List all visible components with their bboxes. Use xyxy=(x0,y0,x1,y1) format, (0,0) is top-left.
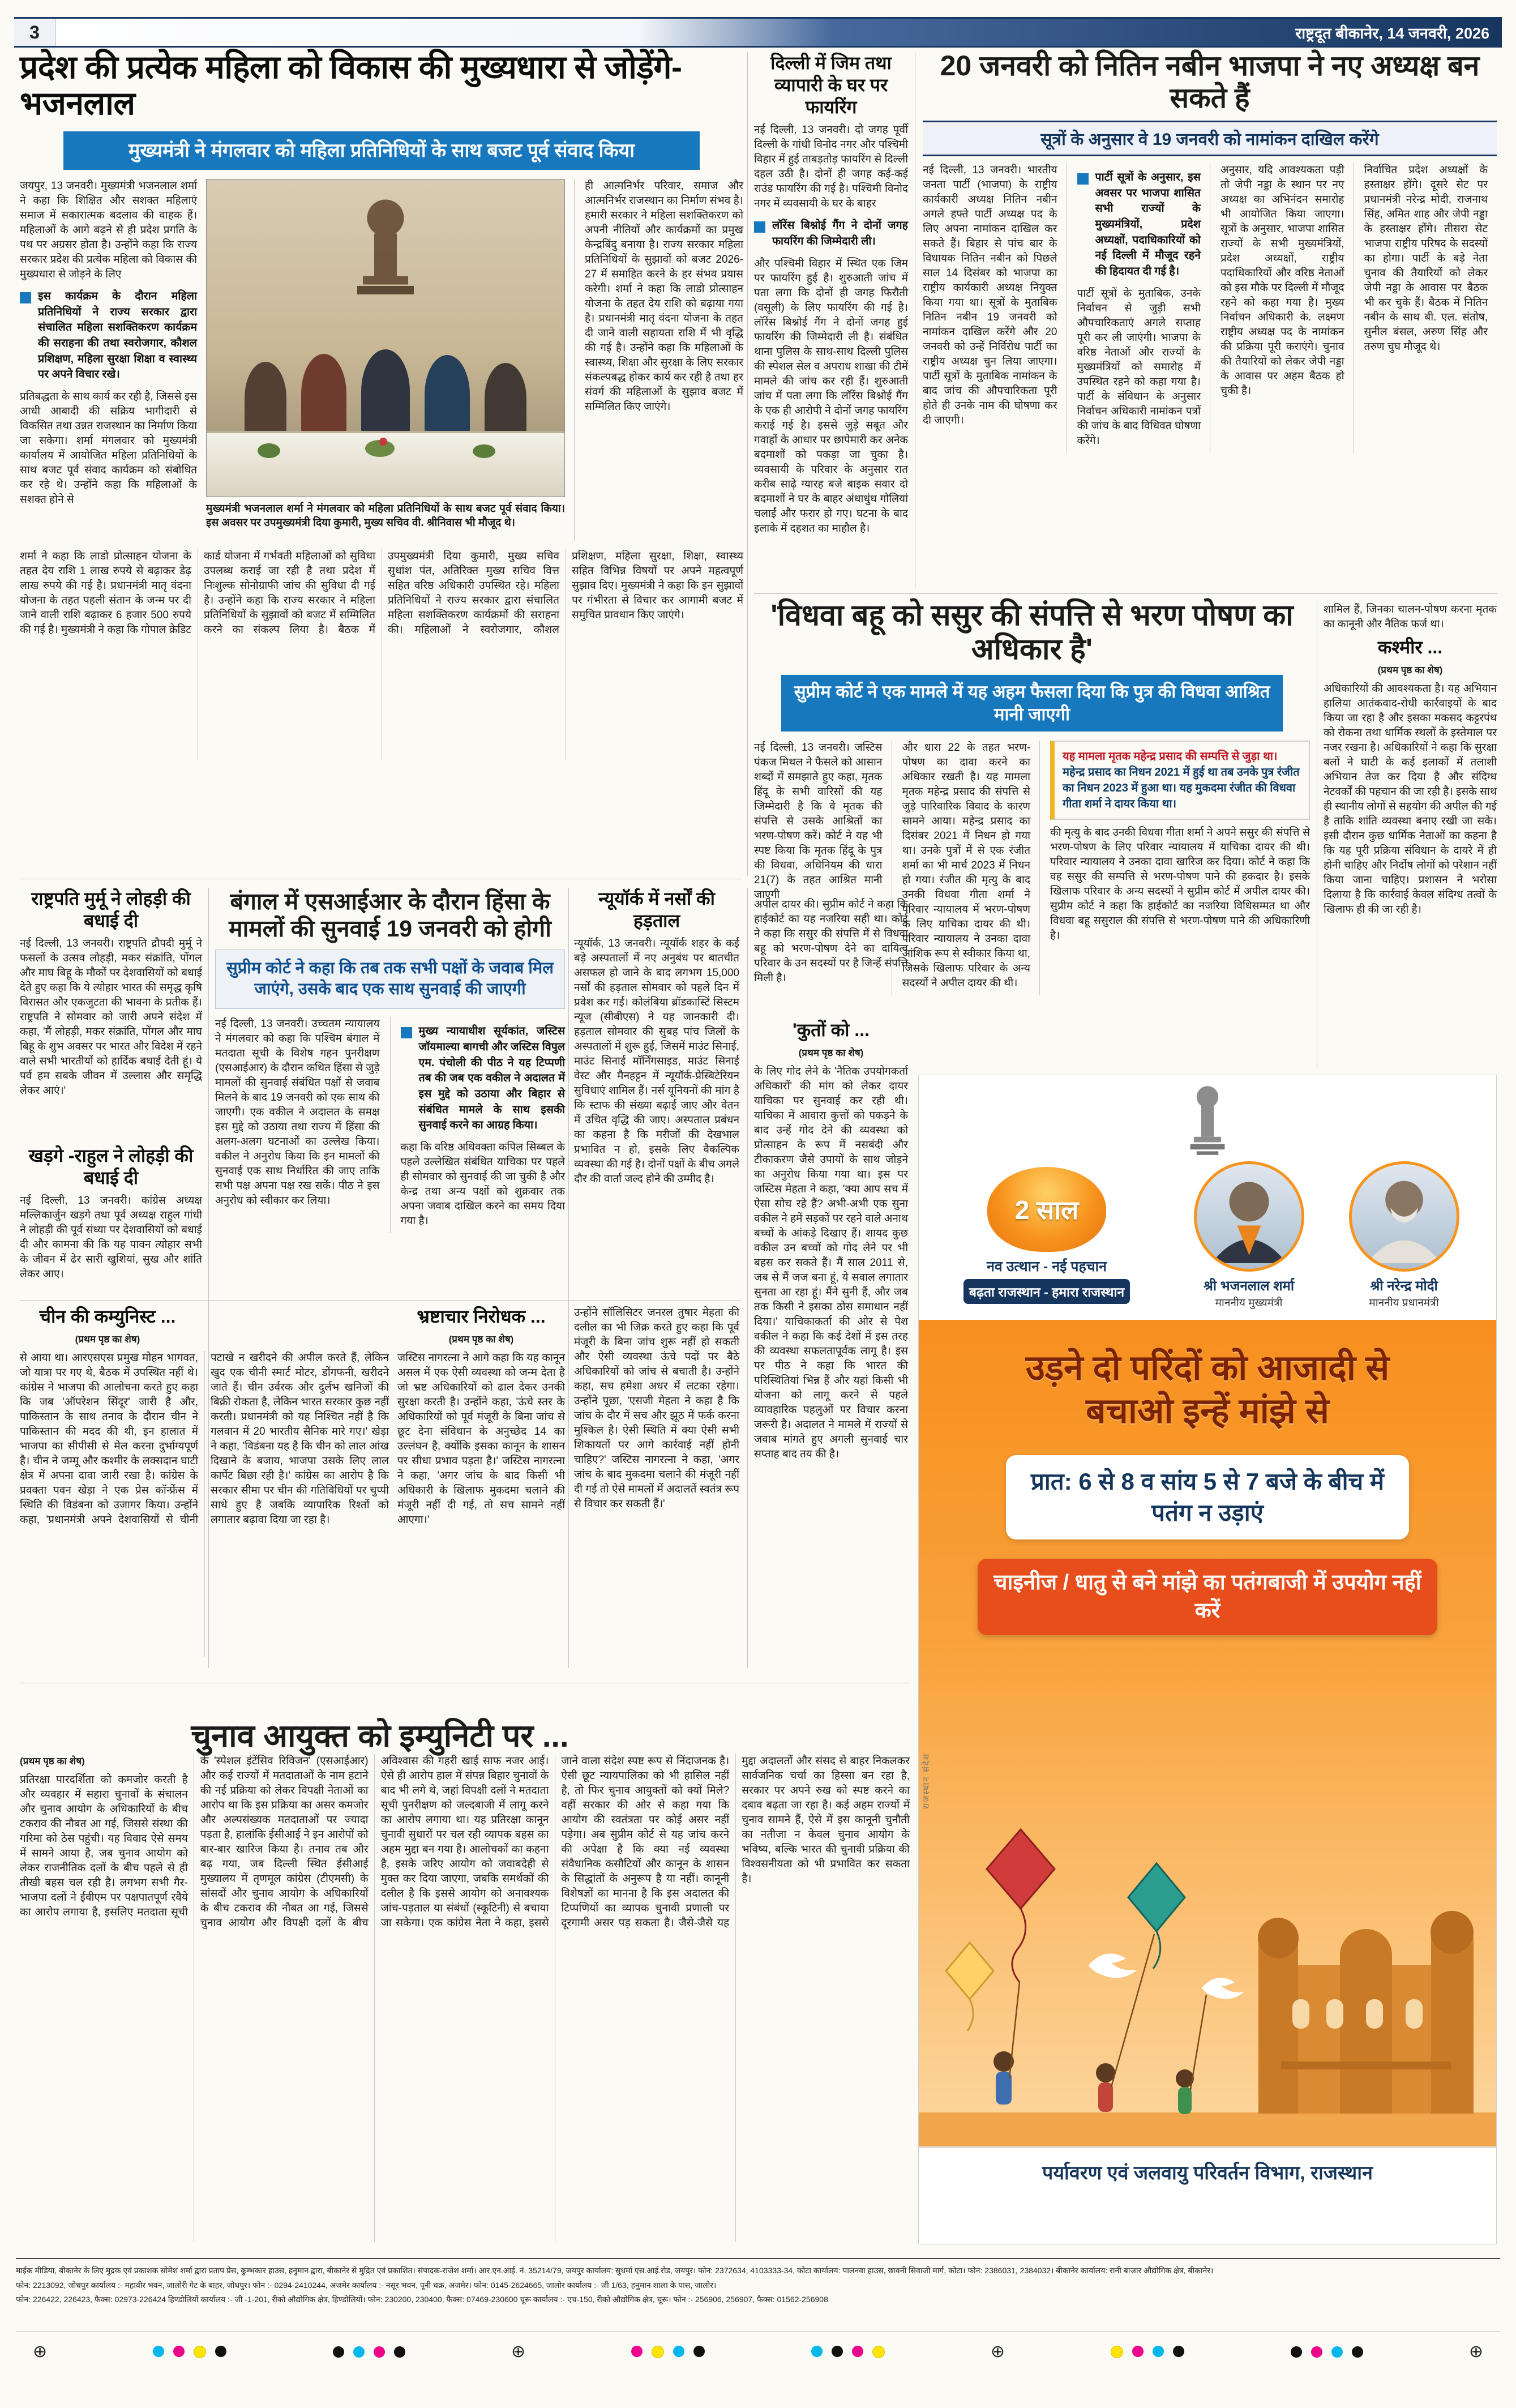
logo-tagline-2: बढ़ता राजस्थान - हमारा राजस्थान xyxy=(963,1279,1130,1304)
election-headline: चुनाव आयुक्त को इम्युनिटी पर ... xyxy=(191,1717,569,1753)
crosshair-mark-icon: ⊕ xyxy=(33,2342,48,2361)
pm-title: माननीय प्रधानमंत्री xyxy=(1369,1297,1439,1309)
ad-time-notice: प्रात: 6 से 8 व सांय 5 से 7 बजे के बीच में पतंग न उड़ाएं xyxy=(1006,1455,1409,1539)
person-silhouette-icon xyxy=(1355,1164,1454,1263)
edition-title: राष्ट्रदूत बीकानेर, 14 जनवरी, 2026 xyxy=(1295,24,1489,42)
lead-body-right: ही आत्मनिर्भर परिवार, समाज और आत्मनिर्भर राजस्थान का निर्माण संभव है। हमारी सरकार ने महिला सशक्तिकरण को अपनी नीतियों और कार्यक्रमों का प्रमुख केन्द्रबिंदु बनाया है। राज्य सरकार महिला प्रतिनिधियों के सुझावों को बजट 2026-27 में समाहित करने के हर संभव प्रयास करेगी। शर्मा ने कहा कि लाडो प्रोत्साहन योजना के तहत देय राशि को बढ़ाया गया है। प्रधानमंत्री मातृ वंदना योजना के तहत दी जाने वाली सहायता राशि में भी वृद्धि की गई है। उन्होंने कहा कि महिलाओं के स्वास्थ्य, शिक्षा और सुरक्षा के लिए सरकार संकल्पबद्ध होकर कार्य कर रही है तथा हर संवर्ग की महिलाओं के सुझाव बजट में सम्मिलित किए जाएंगे। xyxy=(585,179,743,413)
lead-headline: प्रदेश की प्रत्येक महिला को विकास की मुख्यधारा से जोड़ेंगे- भजनलाल xyxy=(20,49,682,122)
election-body: प्रतिरक्षा पारदर्शिता को कमजोर करती है और व्यवहार में सहारा चुनावों के संचालन और चुनाव आयोग के अधिकारियों के बीच टकराव की नौबत आ गई, जिससे संस्था की गरिमा को ठेस पहुंची। यह विवाद ऐसे समय में सामने आया है, जब चुनाव आयोग को लेकर राजनीतिक दलों के बीच पहले से ही तीखी बहस चल रही है। लगभग सभी गैर-भाजपा दलों ने ईवीएम पर पक्षपातपूर्ण रवैये का आरोप लगाया है, इसलिए मतदाता सूची के 'स्पेशल इंटेंसिव रिविजन' (एसआईआर) और कई राज्यों में मतदाताओं के नाम हटाने की नई प्रक्रिया को लेकर विपक्षी नेताओं का आरोप था कि इस प्रक्रिया का असर कमजोर और अल्पसंख्यक मतदाताओं पर ज्यादा पड़ता है, हालांकि ईसीआई ने इन आरोपों को बार-बार खारिज किया है। तनाव तब और बढ़ गया, जब दिल्ली स्थित ईसीआई मुख्यालय में तृणमूल कांग्रेस (टीएमसी) के सांसदों और चुनाव आयोग के अधिकारियों के बीच टकराव की नौबत आ गई, जिससे चुनाव आयोग और विपक्षी दलों के बीच अविश्वास की गहरी खाई साफ नजर आई। ऐसे ही आरोप हाल में संपन्न बिहार चुनावों के बाद भी लगे थे, जहां विपक्षी दलों ने मतदाता सूची पुनरीक्षण को जल्दबाजी में लागू करने का आरोप लगाया था। यह प्रतिरक्षा कानून चुनावी सुधारों पर चल रही व्यापक बहस का अहम मुद्दा बन गया है। आलोचकों का कहना है, इसके जरिए आयोग को जवाबदेही से मुक्त कर दिया जाएगा, जबकि समर्थकों की दलील है कि इससे आयोग को अनावश्यक जांच-पड़ताल या संबंधों (स्कूटिनी) से बचाया जा सकेगा। एक कांग्रेस नेता ने कहा, इससे जाने वाला संदेश स्पष्ट रूप से निंदाजनक है। ऐसी छूट न्यायपालिका को भी हासिल नहीं है, तो फिर चुनाव आयुक्तों को क्यों मिले? वहीं सरकार की ओर से कहा गया कि आयोग की स्वतंत्रता पर कोई असर नहीं पड़ेगा। अब सुप्रीम कोर्ट से यह जांच करने की अपेक्षा है कि क्या नई व्यवस्था संवैधानिक कसौटियों और कानून के शासन के सिद्धांतों के अनुरूप है या नहीं। कानूनी विशेषज्ञों का मानना है कि इस अदालत की टिप्पणियों का व्यापक चुनावी प्रणाली पर दूरगामी असर पड़ सकता है। जैसे-जैसे यह मुद्दा अदालतों और संसद से बाहर निकलकर सार्वजनिक चर्चा का हिस्सा बन रहा है, सरकार पर अपने रुख को स्पष्ट करने का दबाव बढ़ता जा रहा है। कई अहम राज्यों में चुनाव सामने हैं, ऐसे में इस कानूनी चुनौती का नतीजा न केवल चुनाव आयोग के भविष्य, बल्कि भारत की चुनावी प्रक्रिया की विश्वसनीयता को भी प्रभावित कर सकता है। xyxy=(20,1755,910,1930)
lohri-kharge-heading: खड़गे -राहुल ने लोहड़ी की बधाई दी xyxy=(28,1145,194,1188)
imprint-line-1: माईक मीडिया, बीकानेर के लिए मुद्रक एवं प्रकाशक सोमेश शर्मा द्वारा प्रताप प्रेस, कुम्भकार हाउस, हनुमान द्वारा, बीकानेर से मुद्रित एवं प्रकाशित। संपादक-राजेश शर्मा। आर.एन.आई. नं. 35214/79, जयपुर कार्यालय: सुधर्मा एस.आई.रोड, जयपुर। फोन: 2372634, 4103333-34, कोटा कार्यालय: पालनवा हाउस, छावनी सिवाजी मार्ग, कोटा। फोन: 2386031, 2384032। बीकानेर कार्यालय: रानी बाजार औद्योगिक क्षेत्र, बीकानेर। xyxy=(16,2266,1214,2275)
child-figure xyxy=(1176,1995,1206,2114)
cmyk-dot-group xyxy=(1111,2346,1184,2358)
widow-cont-body: अपील दायर की। सुप्रीम कोर्ट ने कहा कि हाईकोर्ट का यह नजरिया सही था। कोर्ट ने कहा कि ससुर की संपत्ति में से विधवा बहू को भरण-पोषण देने का दायित्व परिवार के उन सदस्यों पर है जिन्हें संपत्ति मिली है। xyxy=(754,899,908,985)
bjp-highlight-text: पार्टी सूत्रों के अनुसार, इस अवसर पर भाजपा शासित सभी राज्यों के मुख्यमंत्रियों, प्रदेश अध्यक्षों, पदाधिकारियों को नई दिल्ली में मौजूद रहने की हिदायत दी गई है। xyxy=(1095,171,1201,278)
pm-portrait-block xyxy=(1349,1161,1459,1310)
cmyk-dot-group xyxy=(631,2346,705,2358)
widow-column-2 xyxy=(892,741,1031,995)
person-figure xyxy=(245,362,286,434)
continued-tag: (प्रथम पृष्ठ का शेष) xyxy=(798,1047,864,1059)
dove-icon xyxy=(1202,1978,1244,1999)
article-ny-nurses xyxy=(574,888,739,1191)
lead-highlight-box xyxy=(20,289,197,383)
kite-icon xyxy=(987,1829,1055,1982)
ashoka-emblem-icon xyxy=(343,195,428,303)
bengal-column-2 xyxy=(390,1017,566,1233)
china-heading: चीन की कम्युनिस्ट ... xyxy=(39,1306,176,1327)
nurses-body: न्यूयॉर्क, 13 जनवरी। न्यूयॉर्क शहर के कई बड़े अस्पतालों में नए अनुबंध पर बातचीत असफल हो जाने के बाद लगभग 15,000 नर्सों की हड़ताल सोमवार को पहले दिन में प्रवेश कर गई। कोलंबिया ब्रॉडकास्टिं सिस्टम न्यूज (सीबीएस) ने यह जानकारी दी। हड़ताल सोमवार की सुबह पांच जिलों के अस्पतालों में शुरू हुई, जिसमें माउंट सिनाई, माउंट सिनाई मॉर्निंगसाइड, माउंट सिनाई वेस्ट और मैनहट्टन में न्यूयॉर्क-प्रेस्बिटेरियन सुविधाएं शामिल हैं। नर्स यूनियनों की मांग है कि स्टाफ की संख्या बढ़ाई जाए और वेतन में उचित वृद्धि की जाए। अस्पताल प्रबंधन का कहना है कि मरीजों की देखभाल प्रभावित न हो, इसके लिए वैकल्पिक व्यवस्था की गई है। दोनों पक्षों के बीच अगले दौर की वार्ता जल्द होने की उम्मीद है। xyxy=(574,938,739,1186)
article-bengal-sir xyxy=(215,888,565,1233)
ad-department: पर्यावरण एवं जलवायु परिवर्तन विभाग, राजस्थान xyxy=(919,2146,1496,2196)
cmyk-dot-group xyxy=(1291,2346,1363,2358)
widow-headline: 'विधवा बहू को ससुर की संपत्ति से भरण पोषण का अधिकार है' xyxy=(770,599,1294,666)
ad-headline-line-1: उड़ने दो परिंदों को आजादी से xyxy=(1025,1349,1390,1388)
bjp-column-1 xyxy=(923,163,1067,453)
lohri-president-body: नई दिल्ली, 13 जनवरी। राष्ट्रपति द्रौपदी मुर्मू ने फसलों के उत्सव लोहड़ी, मकर संक्रांति, पोंगल और माघ बिहू के मौकों पर देशवासियों को बधाई देते हुए कहा कि ये त्योहार भारत की समृद्ध कृषि विरासत और एकजुटता की भावना के प्रतीक हैं। राष्ट्रपति ने सोमवार को जारी अपने संदेश में कहा, 'मैं लोहड़ी, मकर संक्रांति, पोंगल और माघ बिहू के शुभ अवसर पर भारत और विदेश में रहने वाले सभी भारतीयों को हार्दिक बधाई देती हूं। ये पर्व हम सबके जीवन में उल्लास और समृद्धि लेकर आएं।' xyxy=(20,938,202,1097)
kashmir-intro: शामिल हैं, जिनका चालन-पोषण करना मृतक का कानूनी और नैतिक फर्ज था। xyxy=(1324,604,1497,631)
flower-decoration xyxy=(379,438,387,446)
person-silhouette-icon xyxy=(1200,1164,1299,1263)
bjp-body-3: अनुसार, यदि आवश्यकता पड़ी तो जेपी नड्डा के स्थान पर नए अध्यक्ष का अभिनंदन समारोह भी आयोजित किया जाएगा। सूत्रों के अनुसार, भाजपा शासित राज्यों के सभी मुख्यमंत्रियों, प्रदेश अध्यक्षों, राष्ट्रीय पदाधिकारियों और वरिष्ठ नेताओं को इस मौके पर दिल्ली में मौजूद रहने को कहा गया है। मुख्य निर्वाचन अधिकारी के. लक्ष्मण राष्ट्रीय अध्यक्ष पद के नामांकन की प्रक्रिया पूरी कराएंगे। चुनाव की तैयारियों को लेकर जेपी नड्डा के आवास पर अहम बैठक हो चुकी है। xyxy=(1220,164,1344,397)
person-figure xyxy=(485,363,526,434)
logo-years: 2 साल xyxy=(1014,1195,1079,1225)
photo-caption: मुख्यमंत्री भजनलाल शर्मा ने मंगलवार को महिला प्रतिनिधियों के साथ बजट पूर्व संवाद किया। इस अवसर पर उपमुख्यमंत्री दिया कुमारी, मुख्य सचिव वी. श्रीनिवास भी मौजूद थे। xyxy=(206,502,566,529)
crosshair-mark-icon: ⊕ xyxy=(1468,2342,1483,2361)
cm-photo xyxy=(1194,1161,1304,1272)
bullet-square-icon xyxy=(1077,173,1089,185)
widow-case-box-lead: यह मामला मृतक महेन्द्र प्रसाद की सम्पत्ति से जुड़ा था। xyxy=(1063,750,1278,763)
election-body-columns xyxy=(20,1754,910,2242)
delhi-highlight-box xyxy=(754,218,908,249)
nurses-heading: न्यूयॉर्क में नर्सों की हड़ताल xyxy=(598,888,715,931)
article-graft-continuation xyxy=(397,1306,565,1532)
bjp-body-2: पार्टी सूत्रों के मुताबिक, उनके निर्वाचन से जुड़ी सभी औपचारिकताएं अगले सप्ताह पूरी कर ली जाएंगी। भाजपा के वरिष्ठ नेताओं और राज्यों के मुख्यमंत्रियों को समारोह में उपस्थित रहने को कहा गया है। पार्टी के संविधान के अनुसार निर्वाचन अधिकारी नामांकन पत्रों की जांच के बाद विधिवत घोषणा करेंगे। xyxy=(1077,287,1201,447)
bjp-column-3 xyxy=(1210,163,1354,453)
lead-column-right xyxy=(574,179,743,541)
graft-continuation-column-2 xyxy=(574,1306,739,1516)
meeting-photo xyxy=(206,179,565,497)
cm-title: माननीय मुख्यमंत्री xyxy=(1215,1297,1283,1309)
bengal-body-1: नई दिल्ली, 13 जनवरी। उच्चतम न्यायालय ने मंगलवार को कहा कि पश्चिम बंगाल में मतदाता सूची के विशेष गहन पुनरीक्षण (एसआईआर) के दौरान कथित हिंसा से जुड़े मामलों की सुनवाई संबंधित पक्षों से जवाब मिलने के बाद 19 जनवरी को एक साथ की जाएगी। एक वकील ने अदालत के समक्ष इस मुद्दे को उठाया तथा राज्य में हिंसा की अलग-अलग घटनाओं का उल्लेख किया। वकील ने अनुरोध किया कि इन मामलों की सुनवाई एक साथ निर्धारित की जाए ताकि सभी पक्ष अपना पक्ष रख सकें। पीठ ने इस अनुरोध को स्वीकार कर लिया। xyxy=(215,1018,380,1207)
cmyk-dot-group xyxy=(811,2346,885,2358)
bjp-body-4: निर्वाचित प्रदेश अध्यक्षों के हस्ताक्षर होंगे। दूसरे सेट पर प्रधानमंत्री नरेन्द्र मोदी, राजनाथ सिंह, अमित शाह और जेपी नड्डा के हस्ताक्षर होंगे। तीसरा सेट भाजपा राष्ट्रीय परिषद के सदस्यों का होगा। पार्टी के बड़े नेता चुनाव की तैयारियों को लेकर जेपी नड्डा के आवास पर बैठक भी कर चुके हैं। बैठक में नितिन नबीन के साथ बी. एल. संतोष, सुनील बंसल, अरुण सिंह और तरुण चुघ मौजूद थे। xyxy=(1364,164,1488,353)
bengal-headline: बंगाल में एसआईआर के दौरान हिंसा के मामलों की सुनवाई 19 जनवरी को होगी xyxy=(229,888,551,942)
column-rule xyxy=(747,52,748,876)
crosshair-mark-icon: ⊕ xyxy=(990,2342,1005,2361)
ad-headline xyxy=(919,1347,1496,1432)
bullet-square-icon xyxy=(401,1027,412,1038)
bengal-column-1 xyxy=(215,1017,380,1233)
ad-warning: चाइनीज / धातु से बने मांझे का पतंगबाजी में उपयोग नहीं करें xyxy=(978,1559,1437,1635)
article-kashmir-continuation xyxy=(1324,602,1497,922)
pm-photo xyxy=(1349,1161,1459,1272)
dogs-body: के लिए गोद लेने के 'नैतिक उपयोगकर्ता अधिकारों' की मांग को लेकर दायर याचिका पर सुनवाई कर रही थी। याचिका में आवारा कुत्तों को पकड़ने के बाद उन्हें गोद देने की व्यवस्था को प्रोत्साहन के रूप में नसबंदी और टीकाकरण जैसे उपायों के साथ जोड़ने का अनुरोध किया गया था। इस पर जस्टिस मेहता ने कहा, 'क्या आप सच में ऐसा सोच रहे हैं? अभी-अभी एक सुना वकील ने हमें सड़कों पर रहने वाले अनाथ बच्चों के आंकड़े दिखाए हैं। शायद कुछ वकील उन बच्चों को गोद लेने पर भी बहस कर सकते हैं। मैं साल 2011 से, जब से मैं जज बना हूं, ये सवाल लगातार सुनता आ रहा हूं। मैंने सुनी हैं, और जब तक किसी ने इसका ठोस समाधान नहीं दिया।' याचिकाकर्ता की ओर से पेश वकील ने कहा कि कई देशों में इस तरह की व्यवस्था सफलतापूर्वक लागू है। इस पर पीठ ने कहा कि भारत की परिस्थितियां भिन्न हैं और यहां किसी भी योजना को लागू करने से पहले व्यावहारिक पहलुओं पर विचार करना जरूरी है। अदालत ने मामले में राज्यों से जवाब मांगते हुए अगली सुनवाई चार सप्ताह बाद तय की है। xyxy=(754,1066,908,1461)
lead-subhead: मुख्यमंत्री ने मंगलवार को महिला प्रतिनिधियों के साथ बजट पूर्व संवाद किया xyxy=(63,131,700,170)
kite-illustration xyxy=(919,1795,1496,2146)
person-figure xyxy=(301,354,346,434)
kashmir-heading: कश्मीर ... xyxy=(1377,637,1443,658)
imprint-line-3: फोन: 226422, 226423, फैक्स: 02973-226424 हिण्डोलियों कार्यालय :- जी -1-201, रीको औद्योगिक क्षेत्र, हिण्डोलियों। फोन: 230200, 230400, फैक्स: 07469-230600 चूरू कार्यालय :- एच-150, रीको औद्योगिक क्षेत्र, चूरू। फोन :- 256906, 256907, फैक्स: 01562-256908 xyxy=(16,2295,828,2304)
widow-body-1: नई दिल्ली, 13 जनवरी। जस्टिस पंकज मिथल ने फैसले को आसान शब्दों में समझाते हुए कहा, मृतक हिंदू के सभी वारिसों की यह जिम्मेदारी है कि वे मृतक की संपत्ति से उसके आश्रितों का भरण-पोषण करें। कोर्ट ने यह भी स्पष्ट किया कि मृतक हिंदू के पुत्र की विधवा, अधिनियम की धारा 21(7) के तहत आश्रित मानी जाएगी xyxy=(754,742,883,901)
kashmir-body: अधिकारियों की आवश्यकता है। यह अभियान हालिया आतंकवाद-रोधी कार्रवाइयों के बाद किया जा रहा है और इसका मकसद कट्टरपंथ को रोकना तथा धार्मिक स्थलों के इस्तेमाल पर नजर रखना है। अधिकारियों ने कहा कि सुरक्षा बलों ने घाटी के कई इलाकों में तलाशी अभियान तेज कर दिया है और संदिग्ध नेटवर्कों की पहचान की जा रही है। इसके साथ ही स्थानीय लोगों से सहयोग की अपील की गई है ताकि शांति व्यवस्था बनाए रखी जा सके। इसी दौरान कुछ धार्मिक नेताओं का कहना है कि यह पूरी प्रक्रिया संविधान के दायरे में ही होनी चाहिए और निर्दोष लोगों को परेशान नहीं किया जाना चाहिए। प्रशासन ने भरोसा दिलाया है कि कार्रवाई केवल संदिग्ध तत्वों के खिलाफ ही की जा रही है। xyxy=(1324,683,1497,916)
imprint xyxy=(16,2258,1500,2308)
bengal-highlight-box xyxy=(401,1024,566,1134)
bjp-highlight-box xyxy=(1077,170,1201,280)
china-body: से आया था। आरएसएस प्रमुख मोहन भागवत, जो यात्रा पर गए थे, बैठक में उपस्थित नहीं थे। कांग्रेस ने भाजपा की आलोचना करते हुए कहा कि जब 'ऑपरेशन सिंदूर' जारी है और, पाकिस्तान के साथ तनाव के दौरान चीन ने पाकिस्तान की मदद की थी, इन हालात में भाजपा का सीपीसी से मेल करना दुर्भाग्यपूर्ण है। चीन ने जम्मू और कश्मीर के लक्सदान घाटी क्षेत्र में अपना दावा जारी रखा है। कांग्रेस के प्रवक्ता पवन खेड़ा ने एक प्रेस कॉन्फ्रेंस में स्थिति की विडंबना को उजागर किया। उन्होंने कहा, 'प्रधानमंत्री अपने देशवासियों से चीनी पटाखे न खरीदने की अपील करते हैं, लेकिन खुद एक चीनी स्मार्ट मोटर, डोंगफनी, खरीदने जाते हैं। चीन उर्वरक और दुर्लभ खनिजों की बिक्री रोकता है, लेकिन भारत सरकार कुछ नहीं करती। प्रधानमंत्री को यह निश्चित नहीं है कि गलवान में 20 भारतीय सैनिक मारे गए।' खेड़ा ने कहा, 'विडंबना यह है कि चीन को लाल आंख दिखाने के बजाय, भाजपा उसके लिए लाल कार्पेट बिछा रही है।' कांग्रेस का आरोप है कि सरकार सीमा पर चीन की गतिविधियों पर चुप्पी साधे हुए है जबकि व्यापारिक रिश्तों को लगातार बढ़ावा दिया जा रहा है। xyxy=(20,1352,389,1526)
delhi-highlight-text: लॉरेंस बिश्नोई गैंग ने दोनों जगह फायरिंग की जिम्मेदारी ली। xyxy=(772,219,908,247)
anniversary-logo xyxy=(933,1167,1160,1304)
continued-tag: (प्रथम पृष्ठ का शेष) xyxy=(1377,665,1443,676)
article-delhi-firing xyxy=(754,52,908,541)
article-lead xyxy=(20,50,743,764)
lead-highlight-text: इस कार्यक्रम के दौरान महिला प्रतिनिधियों ने राज्य सरकार द्वारा संचालित महिला सशक्तिकरण कार्यक्रम की सराहना की तथा स्वरोजगार, कौशल प्रशिक्षण, महिला सुरक्षा शिक्षा व स्वास्थ्य पर अपने विचार रखे। xyxy=(38,289,198,381)
pm-name: श्री नरेन्द्र मोदी xyxy=(1370,1278,1438,1294)
continued-tag: (प्रथम पृष्ठ का शेष) xyxy=(448,1334,514,1345)
cmyk-dot-group xyxy=(153,2346,226,2358)
national-emblem-icon xyxy=(1180,1083,1235,1158)
column-rule xyxy=(747,888,748,1668)
article-bjp-president xyxy=(923,50,1497,453)
bjp-body-1: नई दिल्ली, 13 जनवरी। भारतीय जनता पार्टी (भाजपा) के राष्ट्रीय कार्यकारी अध्यक्ष नितिन नबीन अगले हफ्ते पार्टी अध्यक्ष पद के लिए अपना नामांकन दाखिल कर सकते हैं। बिहार से पांच बार के विधायक नितिन नबीन को पिछले साल 14 दिसंबर को भाजपा का राष्ट्रीय कार्यकारी अध्यक्ष नियुक्त किया गया था। सूत्रों के मुताबिक नितिन नबीन 19 जनवरी को नामांकन दाखिल करेंगे और 20 जनवरी को उन्हें निर्विरोध पार्टी का राष्ट्रीय अध्यक्ष चुन लिया जाएगा। पार्टी सूत्रों के मुताबिक नामांकन के बाद जांच की औपचारिकता पूरी होते ही उनके नाम की घोषणा कर दी जाएगी। xyxy=(923,164,1057,427)
crosshair-mark-icon: ⊕ xyxy=(511,2342,526,2361)
section-rule xyxy=(20,1300,742,1301)
kite-icon xyxy=(946,1943,993,2031)
bjp-column-4 xyxy=(1354,163,1497,453)
widow-body-3: की मृत्यु के बाद उनकी विधवा गीता शर्मा ने अपने ससुर की संपत्ति से भरण-पोषण के लिए परिवार न्यायालय में याचिका दायर की थी। परिवार न्यायालय ने उनका दावा खारिज कर दिया। कोर्ट ने कहा कि वह ससुर की सम्पत्ति से भरण-पोषण पाने की हकदार है। इसके खिलाफ परिवार के अन्य सदस्यों ने सुप्रीम कोर्ट में अपील दायर की। सुप्रीम कोर्ट ने कहा कि हाईकोर्ट का नजरिया विधिसम्मत था और विधवा बहू ससुराल की संपत्ति से भरण-पोषण पाने की अधिकारिणी है। xyxy=(1050,827,1311,942)
graft-heading: भ्रष्टाचार निरोधक ... xyxy=(417,1306,546,1327)
kite-safety-advertisement xyxy=(918,1075,1497,2244)
lead-body-bottom: शर्मा ने कहा कि लाडो प्रोत्साहन योजना के तहत देय राशि 1 लाख रुपये से बढ़ाकर डेढ़ लाख रुपये की गई है। प्रधानमंत्री मातृ वंदना योजना के तहत पहली संतान के जन्म पर दी जाने वाली राशि बढ़ाकर 6 हजार 500 रुपये की गई है। मुख्यमंत्री ने कहा कि गोपाल क्रेडिट कार्ड योजना में गर्भवती महिलाओं को सुविधा उपलब्ध कराई जा रही है तथा प्रदेश में निःशुल्क सोनोग्राफी जांच की सुविधा दी गई है। उन्होंने कहा कि राज्य सरकार ने महिला प्रतिनिधियों के सुझावों को बजट में सम्मिलित करने का संकल्प लिया है। बैठक में उपमुख्यमंत्री दिया कुमारी, मुख्य सचिव सुधांश पंत, अतिरिक्त मुख्य सचिव वित्त सहित वरिष्ठ अधिकारी उपस्थित रहे। महिला प्रतिनिधियों ने राज्य सरकार द्वारा संचालित महिला सशक्तिकरण कार्यक्रमों की सराहना की। महिलाओं ने स्वरोजगार, कौशल प्रशिक्षण, महिला सुरक्षा, शिक्षा, स्वास्थ्य सहित विभिन्न विषयों पर अपने महत्वपूर्ण सुझाव दिए। मुख्यमंत्री ने कहा कि इन सुझावों पर गंभीरता से विचार कर आगामी बजट में समुचित प्रावधान किए जाएंगे। xyxy=(20,550,743,636)
child-figure xyxy=(993,1982,1020,2105)
bjp-headline: 20 जनवरी को नितिन नबीन भाजपा ने नए अध्यक्ष बन सकते हैं xyxy=(940,50,1480,114)
lohri-kharge-body: नई दिल्ली, 13 जनवरी। कांग्रेस अध्यक्ष मल्लिकार्जुन खड़गे तथा पूर्व अध्यक्ष राहुल गांधी ने लोहड़ी की पूर्व संध्या पर देशवासियों को बधाई दी और कामना की कि यह पावन त्योहार सभी के जीवन में ढेर सारी खुशियां, सुख और शांति लेकर आए। xyxy=(20,1195,202,1281)
lead-photo-block xyxy=(206,179,565,541)
delhi-heading: दिल्ली में जिम तथा व्यापारी के घर पर फायरिंग xyxy=(770,53,892,118)
flower-decoration xyxy=(258,443,280,458)
delhi-body-1: नई दिल्ली, 13 जनवरी। दो जगह पूर्वी दिल्ली के गांधी विनोद नगर और पश्चिमी विहार में हुई ताबड़तोड़ फायरिंग से दिल्ली दहल उठी है। दोनों ही जगह कई-कई राउंड फायरिंग की गई है। पश्चिमी विनोद नगर में व्यवसायी के घर के बाहर xyxy=(754,124,908,210)
column-rule xyxy=(208,888,209,1668)
bengal-highlight-panel: सुप्रीम कोर्ट ने कहा कि तब तक सभी पक्षों के जवाब मिल जाएंगे, उसके बाद एक साथ सुनवाई की जाएगी xyxy=(215,949,565,1009)
bengal-highlight-text: मुख्य न्यायाधीश सूर्यकांत, जस्टिस जॉयमाल्या बागची और जस्टिस विपुल एम. पंचोली की पीठ ने यह टिप्पणी तब की जब एक वकील ने अदालत में इस मुद्दे को उठाया और बिहार से संबंधित मामले के साथ इसकी सुनवाई करने का आग्रह किया। xyxy=(418,1025,565,1132)
cm-name: श्री भजनलाल शर्मा xyxy=(1203,1278,1295,1294)
registration-marks xyxy=(16,2332,1500,2371)
article-dogs-continuation xyxy=(754,1019,908,1466)
ad-orange-panel xyxy=(919,1320,1496,2146)
article-lohri-kharge xyxy=(20,1145,202,1286)
dogs-heading: 'कुतों को ... xyxy=(792,1020,870,1040)
person-figure xyxy=(361,349,410,434)
person-figure xyxy=(425,355,470,434)
widow-case-box xyxy=(1050,741,1310,820)
masthead xyxy=(14,17,1502,48)
page-number: 3 xyxy=(14,19,55,46)
widow-continuation-column xyxy=(754,897,908,990)
bjp-column-2 xyxy=(1067,163,1210,453)
logo-tagline-1: नव उत्थान - नई पहचान xyxy=(987,1259,1107,1274)
widow-column-3 xyxy=(1039,741,1310,995)
section-rule xyxy=(754,593,1497,594)
dove-icon xyxy=(1089,1953,1137,1978)
column-rule xyxy=(568,888,569,1668)
lead-body-1: जयपुर, 13 जनवरी। मुख्यमंत्री भजनलाल शर्मा ने कहा कि शिक्षित और सशक्त महिलाएं समाज में सकारात्मक बदलाव की वाहक हैं। महिलाओं के आगे बढ़ने से ही प्रदेश प्रगति के पथ पर अग्रसर होता है। उन्होंने कहा कि राज्य सरकार प्रदेश की प्रत्येक महिला को विकास की मुख्यधारा से जोड़ने के लिए xyxy=(20,179,198,280)
widow-case-box-rest: महेन्द्र प्रसाद का निधन 2021 में हुई था तब उनके पुत्र रंजीत का निधन 2023 में हुआ था। यह मुकदमा रंजीत की विधवा गीता शर्मा ने दायर किया था। xyxy=(1063,766,1300,811)
palace-silhouette xyxy=(1258,1911,1474,2114)
cmyk-dot-group xyxy=(333,2346,405,2358)
bullet-square-icon xyxy=(754,221,765,233)
continued-tag: (प्रथम पृष्ठ का शेष) xyxy=(75,1334,140,1345)
lohri-president-heading: राष्ट्रपति मुर्मू ने लोहड़ी की बधाई दी xyxy=(31,888,191,931)
widow-body-2: और धारा 22 के तहत भरण-पोषण का दावा करने का अधिकार रखती है। यह मामला मृतक महेन्द्र प्रसाद की संपत्ति से जुड़े पारिवारिक विवाद के कारण सामने आया। महेन्द्र प्रसाद का दिसंबर 2021 में निधन हो गया था। उनके पुत्रों में से एक रंजीत शर्मा का भी मार्च 2023 में निधन हो गया। रंजीत की मृत्यु के बाद उनकी विधवा गीता शर्मा ने परिवार न्यायालय में भरण-पोषण के लिए याचिका दायर की थी। परिवार न्यायालय ने उनका दावा आंशिक रूप से स्वीकार किया था, जिसके खिलाफ परिवार के अन्य सदस्यों ने अपील दायर की थी। xyxy=(902,742,1031,990)
lead-body-2: प्रतिबद्धता के साथ कार्य कर रही है, जिससे इस आधी आबादी की सक्रिय भागीदारी से विकसित तथा उन्नत राजस्थान का निर्माण किया जा सकेगा। शर्मा मंगलवार को मुख्यमंत्री कार्यालय में आयोजित महिला प्रतिनिधियों के साथ बजट पूर्व संवाद कार्यक्रम को संबोधित कर रहे थे। उन्होंने कहा कि महिलाओं के सशक्त होने से xyxy=(20,391,198,506)
imprint-line-2: फोन: 2213092, जोधपुर कार्यालय :- महावीर भवन, जालोरी गेट के बाहर, जोधपुर। फोन :- 0294-2410244, अजमेर कार्यालय :- नसूर भवन, पूनी चक्र, अजमेर। फोन: 0145-2624665, जालोर कार्यालय :- जी 1/63, हनुमान शाला के पास, जालोर। xyxy=(16,2280,717,2290)
logo-flame-icon xyxy=(987,1167,1106,1252)
bjp-subhead: सूत्रों के अनुसार वे 19 जनवरी को नामांकन दाखिल करेंगे xyxy=(923,121,1497,156)
article-china-continuation xyxy=(20,1306,389,1661)
graft-body-2: उन्होंने सॉलिसिटर जनरल तुषार मेहता की दलील का भी जिक्र करते हुए कहा कि पूर्व मंजूरी के बिना जांच शुरू नहीं हो सकती और ऐसी व्यवस्था ऊंचे पदों पर बैठे अधिकारियों को जांच से बचाती है। उन्होंने कहा, सच हमेशा अधर में लटका रहेगा। उन्होंने पूछा, 'एसजी मेहता ने कहा है कि जांच के दौर में सच और झूठ में फर्क करना मुश्किल है। ऐसी स्थिति में क्या ऐसी सभी शिकायतों पर आगे कार्रवाई नहीं होनी चाहिए?' जस्टिस नागरत्ना ने कहा, 'अगर जांच के बाद मुकदमा चलाने की मंजूरी नहीं दी गई तो ऐसे मामलों में अदालतें स्वतंत्र रूप से विचार कर सकती हैं।' xyxy=(574,1307,739,1511)
ad-headline-line-2: बचाओ इन्हें मांझे से xyxy=(1086,1391,1329,1431)
graft-body: जस्टिस नागरत्ना ने आगे कहा कि यह कानून असल में एक ऐसी व्यवस्था को जन्म देता है जो भ्रष्ट अधिकारियों को ढाल देकर उनकी सुरक्षा करती है। उन्होंने कहा, 'ऊंचे स्तर के अधिकारियों को पूर्व मंजूरी के बिना जांच से छूट देना संविधान के अनुच्छेद 14 का उल्लंघन है, क्योंकि इसका कानून के शासन पर सीधा प्रभाव पड़ता है।' जस्टिस नागरत्ना ने कहा, 'अगर जांच के बाद किसी भी अधिकारी के खिलाफ मुकदमा चलाने की मंजूरी नहीं दी गई, तो सच सामने नहीं आएगा।' xyxy=(397,1352,565,1526)
bullet-square-icon xyxy=(20,292,31,303)
lead-column-left xyxy=(20,179,197,541)
conference-table xyxy=(207,431,564,497)
ad-side-credit: राजस्थान संदेश xyxy=(922,1753,931,1810)
continued-tag: (प्रथम पृष्ठ का शेष) xyxy=(20,1756,85,1767)
widow-subhead: सुप्रीम कोर्ट ने एक मामले में यह अहम फैसला दिया कि पुत्र की विधवा आश्रित मानी जाएगी xyxy=(781,675,1283,732)
cm-portrait-block xyxy=(1194,1161,1304,1310)
people-silhouettes xyxy=(207,349,564,434)
kite-icon xyxy=(1128,1863,1185,1969)
article-lohri-president xyxy=(20,888,202,1103)
flower-decoration xyxy=(473,444,495,458)
delhi-body-2: और पश्चिमी विहार में स्थित एक जिम पर फायरिंग हुई है। शुरुआती जांच में पता लगा कि दोनों ही जगह फिरौती (वसूली) के लिए फायरिंग की गई है। लॉरेंस बिश्नोई गैंग ने दोनों जगह हुई फायरिंग की जिम्मेदारी ली है। संबंधित थाना पुलिस के साथ-साथ दिल्ली पुलिस की स्पेशल सेल व अपराध शाखा की टीमें मामले की जांच कर रही हैं। शुरुआती जांच में पता लगा कि लॉरेंस बिश्नोई गैंग के एक ही आरोपी ने दोनों जगह फायरिंग कराई गई है। इससे जुड़े सबूत और गवाहों के आधार पर छापेमारी कर अनेक बदमाशों को पकड़ा जा चुका है। व्यवसायी के परिवार के अनुसार रात करीब साढ़े ग्यारह बजे बाइक सवार दो बदमाशों ने घर के बाहर अंधाधुंध गोलियां चलाईं और फरार हो गए। घटना के बाद इलाके में दहशत का माहौल है। xyxy=(754,257,908,534)
bengal-body-2: कहा कि वरिष्ठ अधिवक्ता कपिल सिब्बल के पहले उल्लेखित संबंधित याचिका पर पहले ही सोमवार को सुनवाई की जा चुकी है और केन्द्र तथा अन्य पक्षों को शुक्रवार तक अपना जवाब दाखिल करने का समय दिया गया है। xyxy=(400,1141,565,1227)
